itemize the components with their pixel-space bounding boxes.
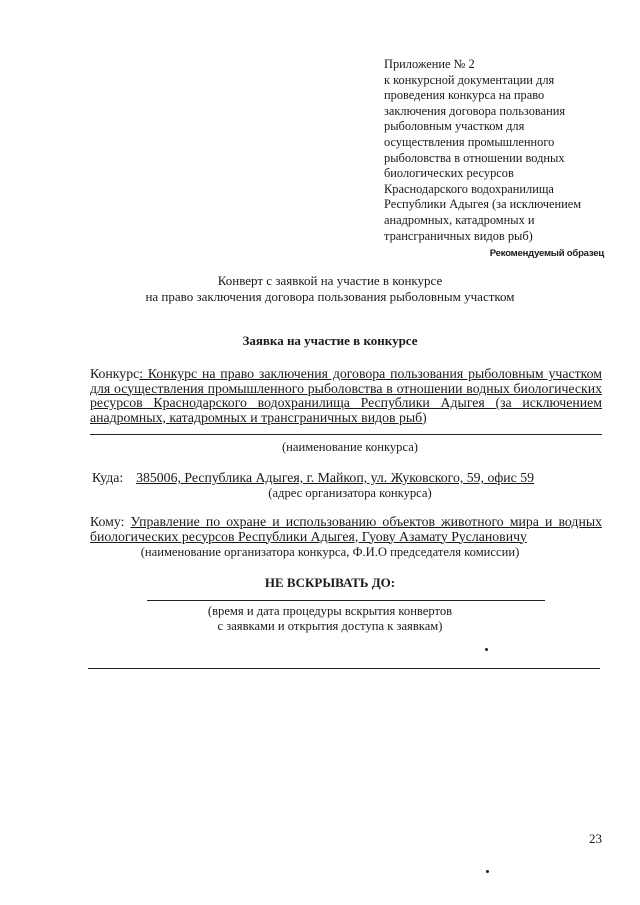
appendix-line: проведения конкурса на право [384, 88, 545, 103]
addressee-caption: (наименование организатора конкурса, Ф.И.О председателя комиссии) [140, 545, 520, 559]
contest-paragraph [90, 367, 602, 425]
addressee-paragraph [90, 515, 602, 544]
application-title: Заявка на участие в конкурсе [242, 333, 418, 348]
appendix-line: к конкурсной документации для [384, 72, 555, 87]
envelope-line-2: на право заключения договора пользования рыболовным участком [145, 289, 515, 304]
do-not-open-caption-2: с заявками и открытия доступа к заявкам) [217, 619, 443, 633]
contest-value: : Конкурс на право заключения договора пользования рыболовным участком для осуществления промышленного рыболовства в отношении водных биологических ресурсов Краснодарского водохранилища Республики Адыгея (за исключением анадромных, катадромных и трансграничных видов рыб) [90, 366, 602, 425]
bottom-rule [88, 668, 600, 669]
addressee-label: Кому: [90, 514, 125, 529]
appendix-line: биологических ресурсов [384, 166, 514, 181]
appendix-line: осуществления промышленного [384, 134, 555, 149]
do-not-open-caption [160, 604, 500, 634]
appendix-line: рыболовным участком для [384, 119, 525, 134]
appendix-line: рыболовства в отношении водных [384, 150, 565, 165]
do-not-open-caption-1: (время и дата процедуры вскрытия конвертов [207, 604, 453, 618]
contest-label: Конкурс [90, 366, 140, 381]
address-value: 385006, Республика Адыгея, г. Майкоп, ул. Жуковского, 59, офис 59 [136, 470, 535, 485]
address-caption: (адрес организатора конкурса) [268, 486, 432, 500]
contest-rule [90, 434, 602, 435]
appendix-line: заключения договора пользования [384, 103, 566, 118]
do-not-open-rule [147, 600, 545, 601]
scan-speck [485, 648, 488, 651]
appendix-line: анадромных, катадромных и [384, 212, 535, 227]
appendix-line: Республики Адыгея (за исключением [384, 197, 582, 212]
sample-label: Рекомендуемый образец [489, 248, 604, 259]
address-line [92, 470, 534, 486]
addressee-value: Управление по охране и использованию объектов животного мира и водных биологических ресурсов Республики Адыгея, Гуову Азамату Руслановичу [90, 514, 602, 544]
envelope-heading [100, 273, 560, 305]
do-not-open-title: НЕ ВСКРЫВАТЬ ДО: [264, 575, 396, 590]
page-number: 23 [589, 831, 602, 846]
address-label: Куда: [92, 470, 124, 485]
appendix-block [384, 57, 614, 244]
appendix-line: Краснодарского водохранилища [384, 181, 554, 196]
appendix-line: Приложение № 2 [384, 57, 475, 71]
appendix-line: трансграничных видов рыб) [384, 228, 533, 243]
contest-caption: (наименование конкурса) [281, 440, 419, 454]
scan-speck [486, 870, 489, 873]
envelope-line-1: Конверт с заявкой на участие в конкурсе [217, 273, 443, 288]
